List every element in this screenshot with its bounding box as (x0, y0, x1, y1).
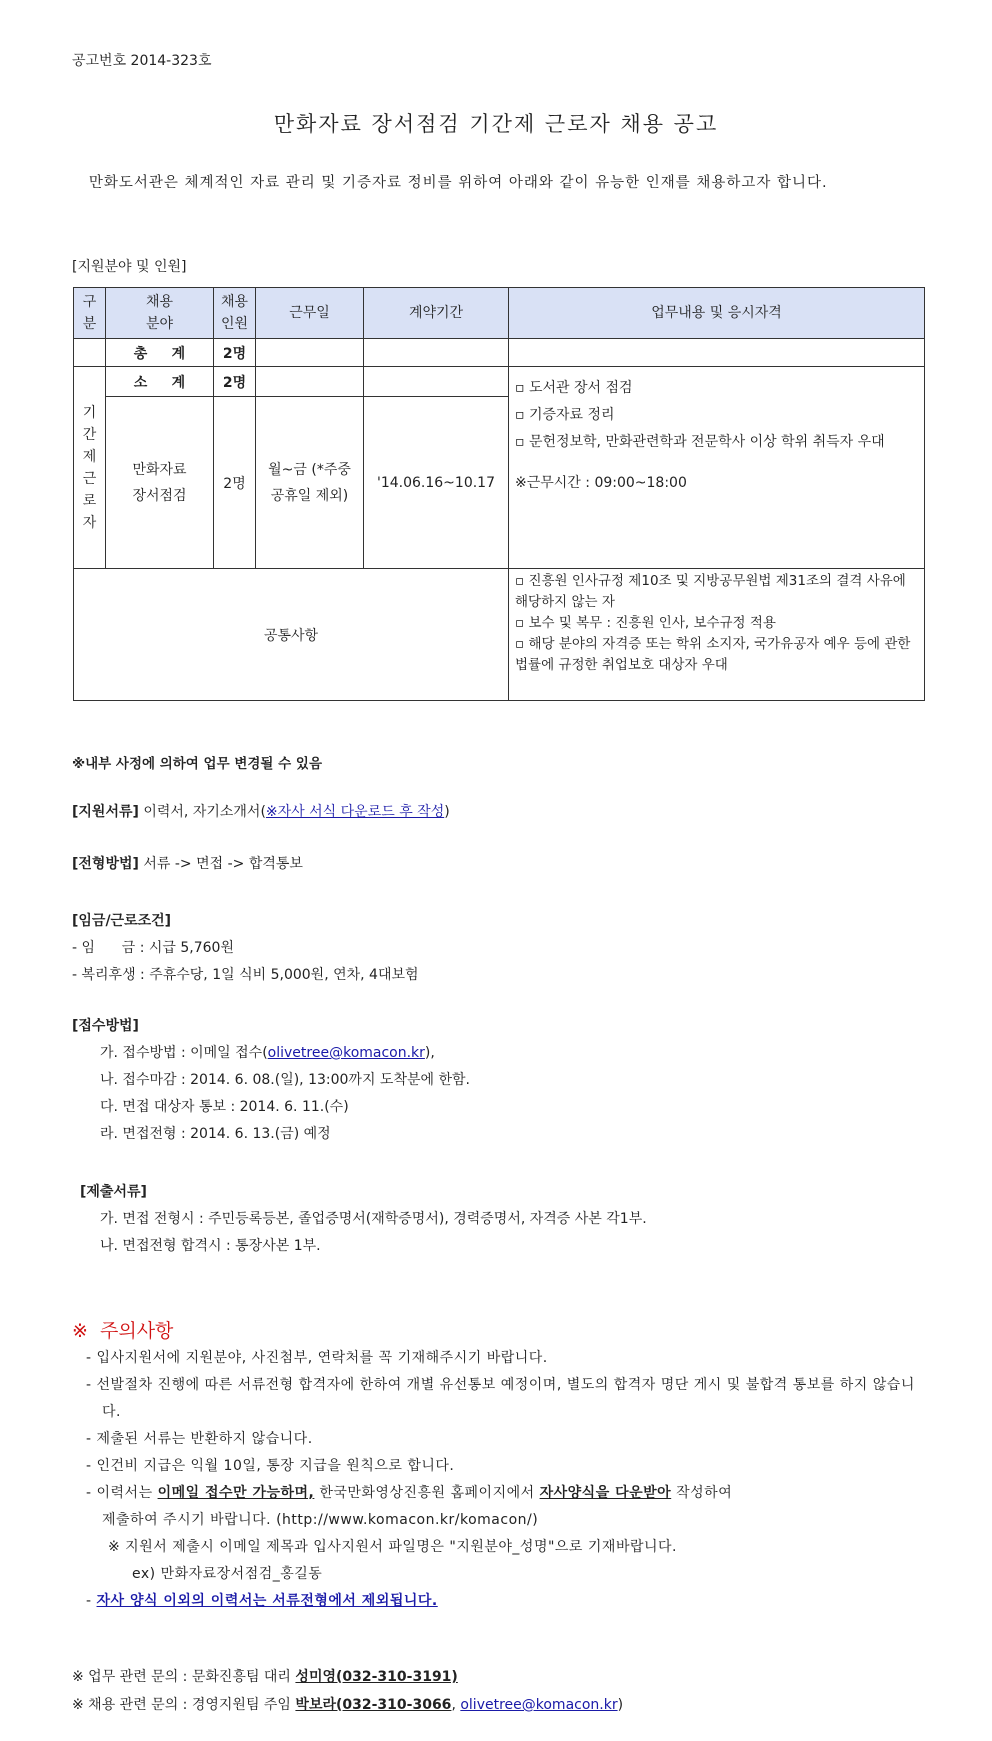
caution-line: - 인건비 지급은 익월 10일, 통장 지급을 원칙으로 합니다. (86, 1458, 455, 1474)
wage-line: - 임 금 : 시급 5,760원 (72, 940, 234, 956)
process-text: 서류 -> 면접 -> 합격통보 (143, 856, 303, 872)
submit-block (80, 1179, 647, 1260)
caution-line: ex) 만화자료장서점검_홍길동 (132, 1566, 323, 1582)
header-category: 구분 (74, 288, 106, 339)
change-note: ※내부 사정에 의하여 업무 변경될 수 있음 (72, 756, 322, 772)
caution-line: - 이력서는 이메일 접수만 가능하며, 한국만화영상진흥원 홈페이지에서 자사양식을 다운받아 작성하여 (86, 1485, 733, 1501)
total-count: 2명 (214, 339, 256, 367)
page-title: 만화자료 장서점검 기간제 근로자 채용 공고 (273, 112, 719, 136)
category-cell: 기간제근로자 (74, 367, 106, 569)
duty-item: ▫ 문헌정보학, 만화관련학과 전문학사 이상 학위 취득자 우대 (515, 434, 885, 450)
receipt-line: 다. 면접 대상자 통보 : 2014. 6. 11.(수) (100, 1099, 349, 1115)
count-cell: 2명 (214, 397, 256, 569)
docs-text: 이력서, 자기소개서( (143, 804, 266, 820)
receipt-line: 나. 접수마감 : 2014. 6. 08.(일), 13:00까지 도착분에 한함. (100, 1072, 470, 1088)
receipt-label: [접수방법] (72, 1018, 139, 1034)
notice-number: 공고번호 2014-323호 (72, 53, 212, 69)
common-cell (509, 569, 925, 701)
duty-item: ▫ 기증자료 정리 (515, 407, 615, 423)
header-workdays: 근무일 (256, 288, 364, 339)
contact-work: ※ 업무 관련 문의 : 문화진흥팀 대리 성미영(032-310-3191) (72, 1669, 458, 1685)
header-duties: 업무내용 및 응시자격 (509, 288, 925, 339)
duty-item: ▫ 도서관 장서 점검 (515, 380, 633, 396)
recruit-table (73, 287, 925, 701)
docs-label: [지원서류] (72, 804, 139, 820)
wage-block (72, 908, 419, 989)
header-count: 채용인원 (214, 288, 256, 339)
caution-title: ※ 주의사항 (72, 1320, 174, 1342)
header-period: 계약기간 (364, 288, 509, 339)
caution-line: 제출하여 주시기 바랍니다. (http://www.komacon.kr/komacon/) (102, 1512, 539, 1528)
contact-recruit: ※ 채용 관련 문의 : 경영지원팀 주임 박보라(032-310-3066, olivetree@komacon.kr) (72, 1697, 624, 1713)
caution-line: - 제출된 서류는 반환하지 않습니다. (86, 1431, 313, 1447)
receipt-block (72, 1013, 470, 1148)
submit-line: 가. 면접 전형시 : 주민등록등본, 졸업증명서(재학증명서), 경력증명서, 자격증 사본 각1부. (100, 1211, 647, 1227)
field-cell: 만화자료 장서점검 (106, 397, 214, 569)
common-item: ▫ 진흥원 인사규정 제10조 및 지방공무원법 제31조의 결격 사유에 해당하지 않는 자 (515, 573, 906, 610)
subtotal-count: 2명 (214, 367, 256, 397)
wage-label: [임금/근로조건] (72, 913, 172, 929)
section-label: [지원분야 및 인원] (72, 259, 187, 275)
caution-line: - 선발절차 진행에 따른 서류전형 합격자에 한하여 개별 유선통보 예정이며, 별도의 합격자 명단 게시 및 불합격 통보를 하지 않습니다. (86, 1377, 915, 1420)
period-cell: '14.06.16~10.17 (364, 397, 509, 569)
caution-line: - 입사지원서에 지원분야, 사진첨부, 연락처를 꼭 기재해주시기 바랍니다. (86, 1350, 548, 1366)
duties-cell (509, 367, 925, 569)
workdays-cell: 월~금 (*주중공휴일 제외) (256, 397, 364, 569)
intro-text: 만화도서관은 체계적인 자료 관리 및 기증자료 정비를 위하여 아래와 같이 유능한 인재를 채용하고자 합니다. (88, 175, 828, 191)
docs-download-link[interactable]: ※자사 서식 다운로드 후 작성 (265, 804, 445, 820)
email-link[interactable]: olivetree@komacon.kr (267, 1045, 425, 1061)
intro-paragraph (72, 170, 932, 197)
caution-block (86, 1345, 916, 1615)
docs-line (72, 799, 450, 826)
common-item: ▫ 보수 및 복무 : 진흥원 인사, 보수규정 적용 (515, 615, 776, 631)
work-hours: ※근무시간 : 09:00~18:00 (515, 475, 687, 491)
receipt-line: 라. 면접전형 : 2014. 6. 13.(금) 예정 (100, 1126, 331, 1142)
total-label: 총 계 (106, 339, 214, 367)
caution-line: - 자사 양식 이외의 이력서는 서류전형에서 제외됩니다. (86, 1593, 438, 1609)
process-label: [전형방법] (72, 856, 139, 872)
receipt-line: 가. 접수방법 : 이메일 접수(olivetree@komacon.kr), (100, 1045, 435, 1061)
common-item: ▫ 해당 분야의 자격증 또는 학위 소지자, 국가유공자 예우 등에 관한 법률에 규정한 취업보호 대상자 우대 (515, 636, 911, 673)
process-line (72, 851, 303, 878)
header-field: 채용분야 (106, 288, 214, 339)
docs-close: ) (444, 804, 450, 820)
submit-label: [제출서류] (80, 1184, 147, 1200)
common-label: 공통사항 (74, 569, 509, 701)
submit-line: 나. 면접전형 합격시 : 통장사본 1부. (100, 1238, 321, 1254)
caution-line: ※ 지원서 제출시 이메일 제목과 입사지원서 파일명은 "지원분야_성명"으로 기재바랍니다. (108, 1539, 677, 1555)
wage-line: - 복리후생 : 주휴수당, 1일 식비 5,000원, 연차, 4대보험 (72, 967, 419, 983)
subtotal-label: 소 계 (106, 367, 214, 397)
contact-email-link[interactable]: olivetree@komacon.kr (460, 1697, 618, 1713)
